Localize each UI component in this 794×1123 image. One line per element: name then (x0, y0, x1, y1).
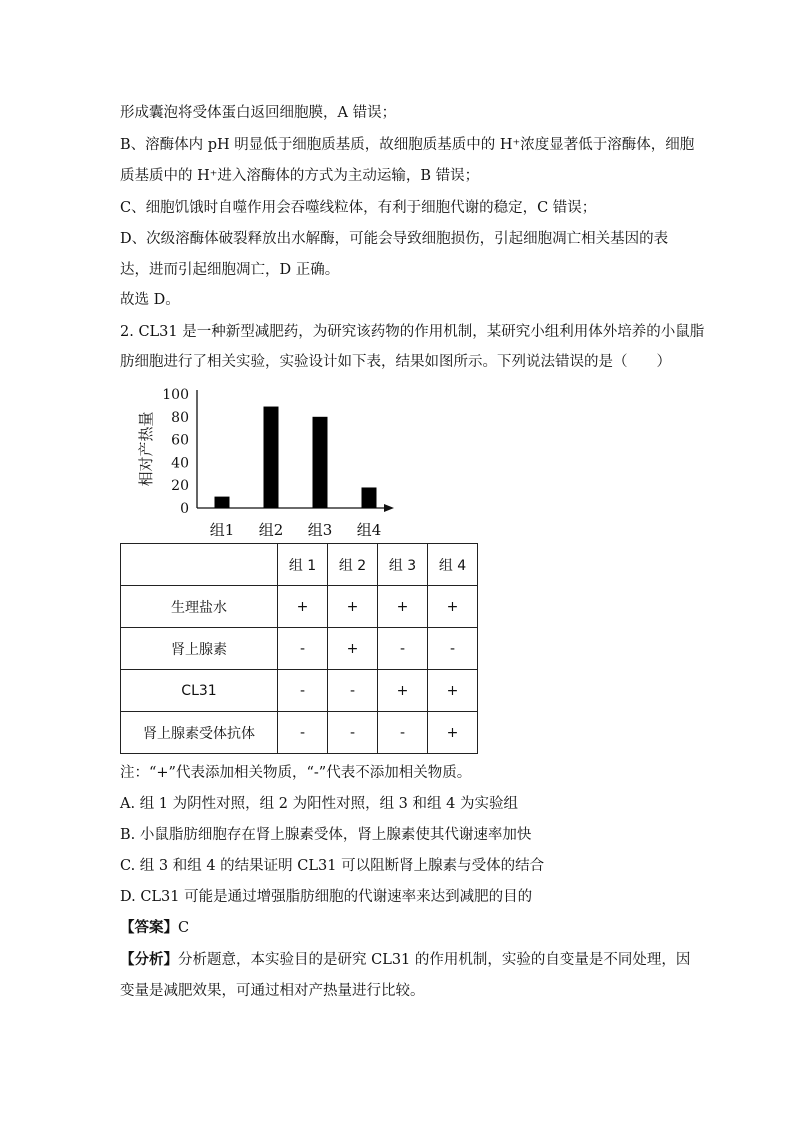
table-cell: + (428, 712, 478, 754)
text-line-3: 质基质中的 H⁺进入溶酶体的方式为主动运输，B 错误； (120, 168, 480, 184)
y-tick-label: 100 (162, 387, 189, 403)
table-cell: - (328, 670, 378, 712)
text-line-6: 达，进而引起细胞凋亡，D 正确。 (120, 262, 340, 278)
table-header-row (121, 544, 478, 586)
answer-line (120, 918, 189, 938)
table-cell: + (428, 670, 478, 712)
bar (215, 497, 230, 508)
table-cell: - (278, 670, 328, 712)
table-row (121, 712, 478, 754)
question-line-1: 2. CL31 是一种新型减肥药，为研究该药物的作用机制，某研究小组利用体外培养的小鼠脂 (120, 324, 705, 340)
table-cell: + (328, 586, 378, 628)
y-axis-label: 相对产热量 (137, 411, 155, 487)
table-cell: - (378, 628, 428, 670)
y-tick-label: 60 (171, 432, 189, 449)
y-tick-label: 20 (171, 478, 189, 495)
analysis-text-1: 分析题意，本实验目的是研究 CL31 的作用机制，实验的自变量是不同处理，因 (178, 952, 691, 968)
bar-chart (120, 380, 410, 545)
option-c: C. 组 3 和组 4 的结果证明 CL31 可以阻断肾上腺素与受体的结合 (120, 858, 545, 874)
table-note: 注：“+”代表添加相关物质，“-”代表不添加相关物质。 (120, 765, 472, 781)
table-cell: + (378, 670, 428, 712)
table-row (121, 586, 478, 628)
question-line-2: 肪细胞进行了相关实验，实验设计如下表，结果如图所示。下列说法错误的是（ ） (120, 354, 671, 370)
x-tick-label: 组2 (258, 521, 284, 539)
y-tick-label: 80 (171, 409, 189, 426)
x-tick-label: 组3 (307, 521, 333, 539)
x-tick-label: 组1 (209, 521, 235, 539)
answer-value: C (178, 920, 190, 936)
analysis-tag: 【分析】 (120, 951, 178, 968)
table-cell: + (428, 586, 478, 628)
text-line-1: 形成囊泡将受体蛋白返回细胞膜，A 错误； (120, 105, 397, 121)
table-header-cell: 组 2 (328, 544, 378, 586)
text-line-5: D、次级溶酶体破裂释放出水解酶，可能会导致细胞损伤，引起细胞凋亡相关基因的表 (120, 231, 669, 247)
table-cell: + (278, 586, 328, 628)
table-cell: - (328, 712, 378, 754)
table-row-label: 肾上腺素 (121, 628, 278, 670)
table-header-cell: 组 3 (378, 544, 428, 586)
table-cell: - (278, 712, 328, 754)
y-tick-label: 40 (171, 455, 189, 472)
table-cell: - (428, 628, 478, 670)
bar (313, 417, 328, 508)
text-line-7: 故选 D。 (120, 292, 180, 308)
table-cell: - (278, 628, 328, 670)
text-line-4: C、细胞饥饿时自噬作用会吞噬线粒体，有利于细胞代谢的稳定，C 错误； (120, 200, 597, 216)
text-line-2: B、溶酶体内 pH 明显低于细胞质基质，故细胞质基质中的 H⁺浓度显著低于溶酶体，细胞 (120, 137, 695, 153)
x-tick-label: 组4 (356, 521, 382, 539)
option-d: D. CL31 可能是通过增强脂肪细胞的代谢速率来达到减肥的目的 (120, 889, 533, 905)
table-row-label: 生理盐水 (121, 586, 278, 628)
y-tick-label: 0 (180, 501, 189, 517)
table-row-label: 肾上腺素受体抗体 (121, 712, 278, 754)
table-header-cell: 组 4 (428, 544, 478, 586)
table-header-cell: 组 1 (278, 544, 328, 586)
table-cell: + (328, 628, 378, 670)
analysis-line-1 (120, 950, 690, 970)
table-row (121, 628, 478, 670)
option-b: B. 小鼠脂肪细胞存在肾上腺素受体，肾上腺素使其代谢速率加快 (120, 827, 532, 843)
bar (264, 407, 279, 508)
table-cell: - (378, 712, 428, 754)
table-header-empty (121, 544, 278, 586)
table-cell: + (378, 586, 428, 628)
table-row (121, 670, 478, 712)
analysis-line-2: 变量是减肥效果，可通过相对产热量进行比较。 (120, 983, 425, 999)
experiment-table (120, 543, 478, 754)
answer-tag: 【答案】 (120, 919, 178, 936)
table-row-label: CL31 (121, 670, 278, 712)
bar (362, 487, 377, 508)
option-a: A. 组 1 为阴性对照，组 2 为阳性对照，组 3 和组 4 为实验组 (120, 796, 518, 812)
x-axis-arrow-icon (384, 504, 394, 512)
